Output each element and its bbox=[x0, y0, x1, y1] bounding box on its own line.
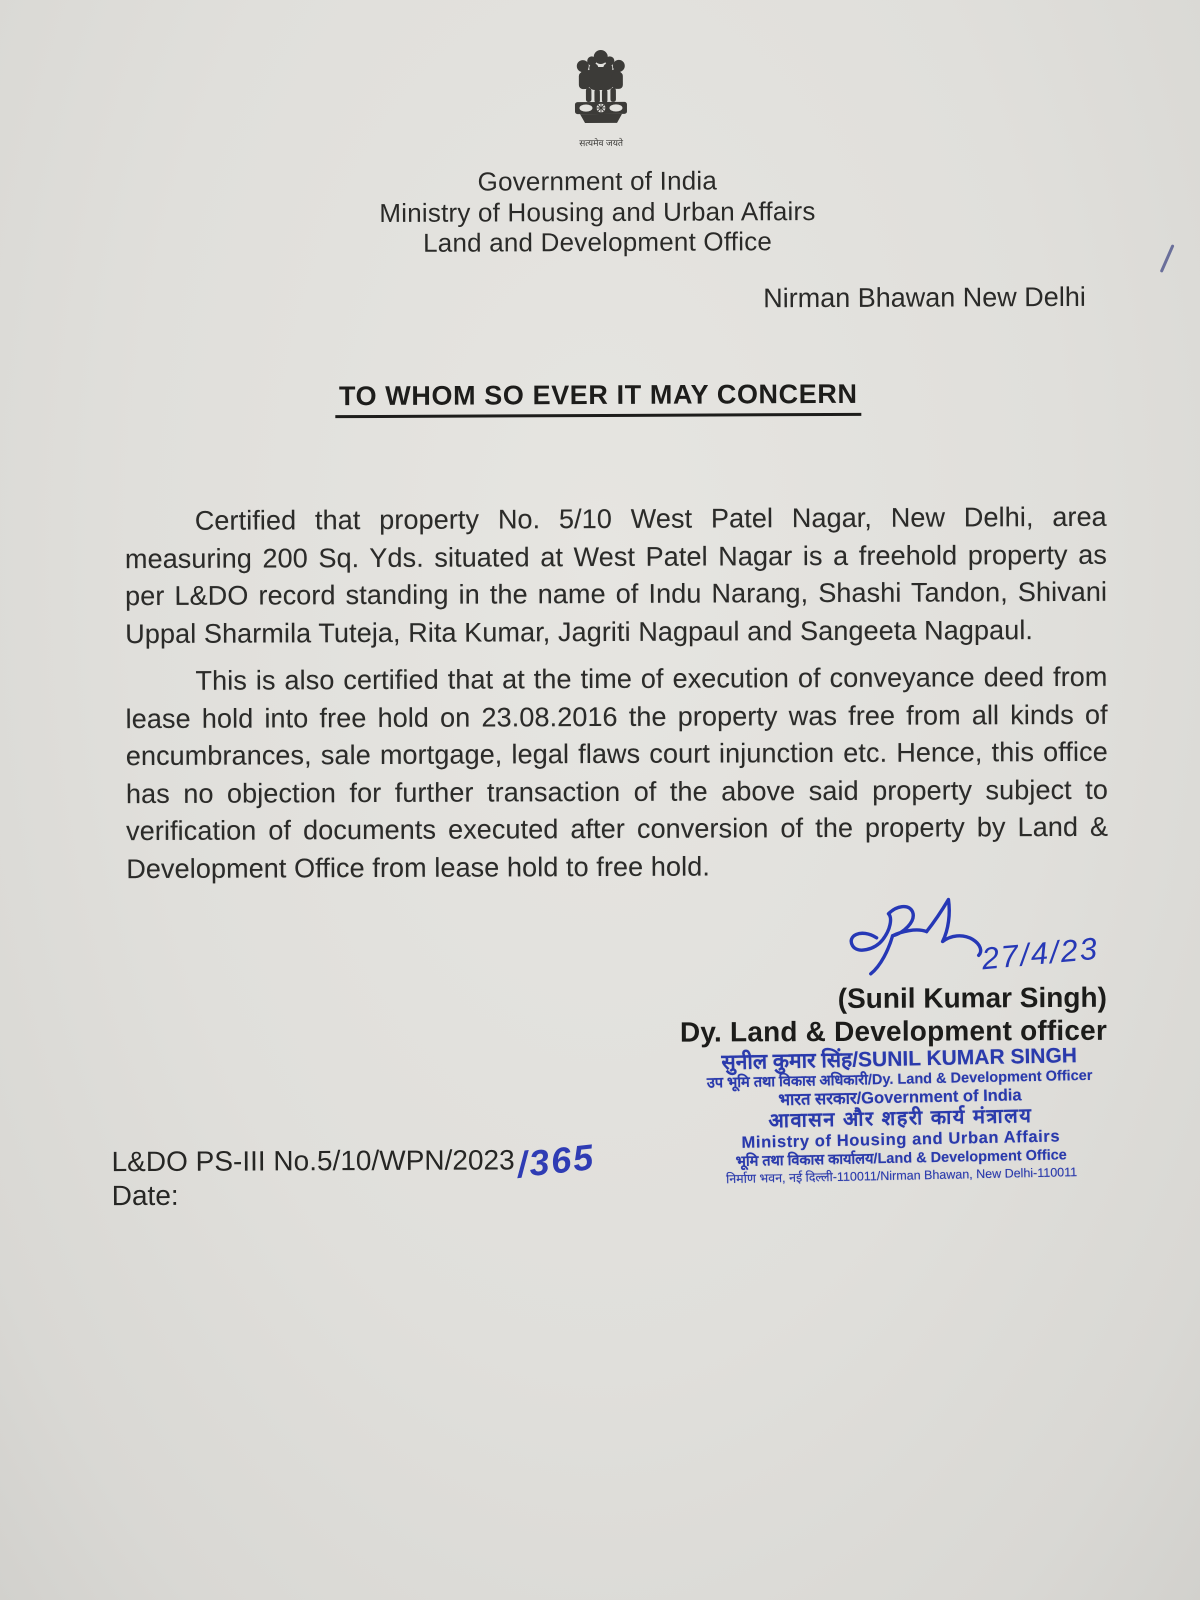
stamp-government-line: भारत सरकार/Government of India bbox=[778, 1086, 1022, 1110]
stamp-name-line: सुनील कुमार सिंह/SUNIL KUMAR SINGH bbox=[721, 1044, 1078, 1075]
handwritten-signature bbox=[830, 891, 1120, 992]
letterhead-office: Land and Development Office bbox=[423, 226, 773, 258]
stamp-ministry-english-line: Ministry of Housing and Urban Affairs bbox=[741, 1127, 1061, 1152]
certification-paragraph-2: This is also certified that at the time of execution of conveyance deed from lease hold into free hold on 23.08.2016 the property was free from all kinds of encumbrances, sale mortgage, legal flaws court injunction etc. Hence, this office has no objection for further transaction of the above said property subject to verification of documents executed after conversion of the property by Land & Development Office from lease hold to free hold. bbox=[125, 661, 1109, 884]
stamp-designation-line: उप भूमि तथा विकास अधिकारी/Dy. Land & Development Officer bbox=[706, 1067, 1093, 1092]
letterhead-ministry: Ministry of Housing and Urban Affairs bbox=[379, 195, 816, 228]
letterhead-location: Nirman Bhawan New Delhi bbox=[763, 281, 1086, 314]
letter-title: TO WHOM SO EVER IT MAY CONCERN bbox=[335, 379, 862, 418]
emblem-motto: सत्यमेव जयते bbox=[579, 137, 624, 149]
stamp-address-line: निर्माण भवन, नई दिल्ली-110011/Nirman Bhawan, New Delhi-110011 bbox=[725, 1165, 1078, 1187]
reference-number-row bbox=[111, 1136, 598, 1186]
letterhead bbox=[0, 163, 1198, 260]
handwritten-date: 27/4/23 bbox=[980, 930, 1101, 977]
signatory-designation: Dy. Land & Development officer bbox=[679, 1014, 1108, 1048]
stamp-ministry-hindi-line: आवासन और शहरी कार्य मंत्रालय bbox=[768, 1105, 1033, 1133]
certification-paragraph-1: Certified that property No. 5/10 West Patel Nagar, New Delhi, area measuring 200 Sq. Yds. situated at West Patel Nagar is a freehold property as per L&DO record standing in the name of Indu Narang, Shashi Tandon, Shivani Uppal Sharmila Tuteja, Rita Kumar, Jagriti Nagpaul and Sangeeta Nagpaul. bbox=[124, 501, 1108, 649]
letterhead-government: Government of India bbox=[477, 165, 718, 197]
signatory-name: (Sunil Kumar Singh) bbox=[837, 981, 1107, 1014]
reference-number: L&DO PS-III No.5/10/WPN/2023 bbox=[111, 1144, 515, 1178]
stamp-office-line: भूमि तथा विकास कार्यालय/Land & Development Office bbox=[735, 1147, 1067, 1171]
reference-number-handwritten: /365 bbox=[515, 1136, 598, 1186]
date-label: Date: bbox=[111, 1179, 179, 1212]
title-row bbox=[0, 377, 1198, 419]
office-stamp bbox=[684, 1043, 1117, 1188]
ashoka-emblem-icon bbox=[549, 42, 653, 154]
